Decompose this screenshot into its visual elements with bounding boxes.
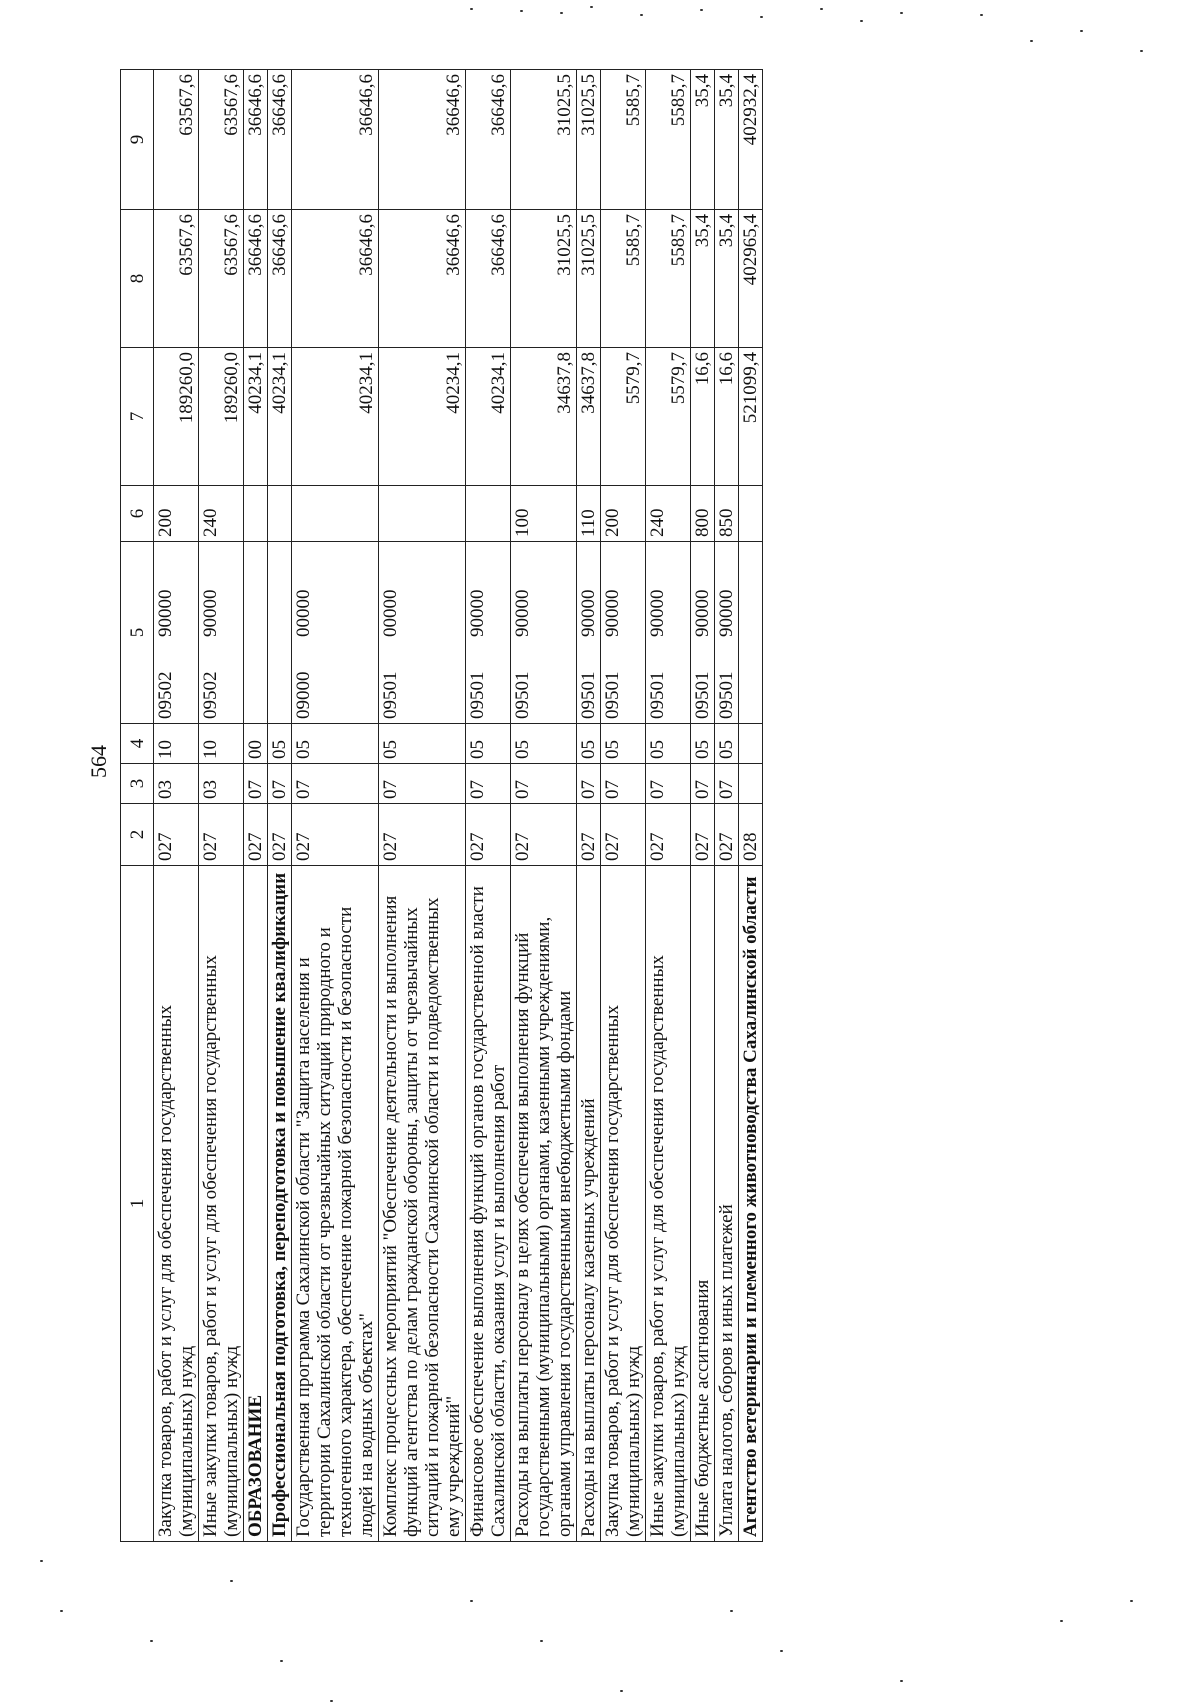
table-row	[199, 70, 244, 1542]
column-header: 8	[121, 210, 154, 348]
amount-col8-cell: 36646,6	[292, 210, 379, 348]
target-article-part2: 90000	[578, 589, 599, 637]
amount-col7-cell: 16,6	[691, 348, 715, 486]
amount-col8-cell: 36646,6	[268, 210, 292, 348]
amount-col8-cell: 36646,6	[466, 210, 511, 348]
target-article-part2: 90000	[467, 589, 488, 637]
expense-type-cell	[292, 486, 379, 542]
admin-code-cell: 027	[379, 804, 466, 866]
amount-col8-cell: 31025,5	[511, 210, 577, 348]
admin-code-cell: 027	[154, 804, 199, 866]
subsection-code-cell: 05	[577, 724, 601, 764]
target-article-part1: 09502	[155, 671, 176, 719]
subsection-code-cell: 05	[268, 724, 292, 764]
column-header: 3	[121, 764, 154, 804]
target-article-cell	[646, 542, 691, 724]
section-code-cell: 07	[511, 764, 577, 804]
target-article-part1: 09501	[380, 671, 401, 719]
subsection-code-cell: 00	[244, 724, 268, 764]
scan-speck	[980, 14, 983, 16]
column-header: 9	[121, 70, 154, 210]
target-article-cell	[199, 542, 244, 724]
target-article-cell	[379, 542, 466, 724]
table-body	[154, 70, 763, 1542]
amount-col7-cell: 34637,8	[511, 348, 577, 486]
section-code-cell	[739, 764, 763, 804]
page-number: 564	[86, 745, 111, 778]
target-article-part2: 90000	[200, 589, 221, 637]
scan-speck	[230, 1580, 233, 1582]
amount-col7-cell: 189260,0	[199, 348, 244, 486]
scan-speck	[620, 1690, 623, 1692]
target-article-cell	[601, 542, 646, 724]
table-row	[715, 70, 739, 1542]
row-name-cell: Закупка товаров, работ и услуг для обеспечения государственных (муниципальных) нужд	[154, 866, 199, 1542]
subsection-code-cell: 10	[199, 724, 244, 764]
scan-speck	[40, 1560, 43, 1562]
scan-speck	[520, 10, 523, 12]
scan-speck	[540, 1640, 543, 1642]
scan-speck	[1080, 30, 1083, 32]
table-row	[511, 70, 577, 1542]
target-article-cell	[715, 542, 739, 724]
row-name-cell: Закупка товаров, работ и услуг для обеспечения государственных (муниципальных) нужд	[601, 866, 646, 1542]
scan-speck	[330, 1700, 333, 1702]
subsection-code-cell: 05	[646, 724, 691, 764]
admin-code-cell: 027	[268, 804, 292, 866]
amount-col8-cell: 402965,4	[739, 210, 763, 348]
amount-col8-cell: 35,4	[691, 210, 715, 348]
table-row	[244, 70, 268, 1542]
table-row	[691, 70, 715, 1542]
scan-speck	[730, 1610, 733, 1612]
scan-speck	[700, 9, 703, 11]
column-header: 5	[121, 542, 154, 724]
subsection-code-cell: 05	[511, 724, 577, 764]
target-article-part2: 90000	[155, 589, 176, 637]
table-row	[379, 70, 466, 1542]
target-article-part2: 00000	[293, 589, 314, 637]
target-article-cell	[577, 542, 601, 724]
admin-code-cell: 027	[646, 804, 691, 866]
table-row	[154, 70, 199, 1542]
table-row	[268, 70, 292, 1542]
admin-code-cell: 027	[715, 804, 739, 866]
table-row	[577, 70, 601, 1542]
amount-col7-cell: 40234,1	[379, 348, 466, 486]
section-code-cell: 07	[292, 764, 379, 804]
row-name-cell: Финансовое обеспечение выполнения функций органов государственной власти Сахалинской области, оказания услуг и выполнения работ	[466, 866, 511, 1542]
admin-code-cell: 027	[199, 804, 244, 866]
row-name-cell: Иные закупки товаров, работ и услуг для обеспечения государственных (муниципальных) нужд	[199, 866, 244, 1542]
table-header-row	[121, 70, 154, 1542]
section-code-cell: 07	[577, 764, 601, 804]
expense-type-cell: 110	[577, 486, 601, 542]
section-code-cell: 07	[268, 764, 292, 804]
amount-col7-cell: 5579,7	[646, 348, 691, 486]
section-code-cell: 07	[244, 764, 268, 804]
expense-type-cell: 240	[646, 486, 691, 542]
section-code-cell: 07	[715, 764, 739, 804]
table-row	[739, 70, 763, 1542]
target-article-cell	[292, 542, 379, 724]
amount-col9-cell: 63567,6	[199, 70, 244, 210]
subsection-code-cell	[739, 724, 763, 764]
target-article-part1: 09501	[512, 671, 533, 719]
scan-speck	[470, 8, 473, 10]
scan-speck	[60, 1610, 63, 1612]
amount-col8-cell: 31025,5	[577, 210, 601, 348]
target-article-cell	[466, 542, 511, 724]
table-row	[292, 70, 379, 1542]
target-article-part2: 90000	[512, 589, 533, 637]
scan-speck	[820, 8, 823, 10]
scan-speck	[560, 12, 563, 14]
amount-col8-cell: 36646,6	[244, 210, 268, 348]
row-name-cell: Расходы на выплаты персоналу казенных учреждений	[577, 866, 601, 1542]
section-code-cell: 03	[199, 764, 244, 804]
subsection-code-cell: 05	[379, 724, 466, 764]
target-article-part1: 09000	[293, 671, 314, 719]
scan-speck	[470, 1600, 473, 1602]
scan-speck	[860, 20, 863, 22]
amount-col9-cell: 35,4	[691, 70, 715, 210]
subsection-code-cell: 05	[715, 724, 739, 764]
scan-speck	[640, 14, 643, 16]
admin-code-cell: 027	[244, 804, 268, 866]
target-article-cell	[739, 542, 763, 724]
expense-type-cell: 200	[154, 486, 199, 542]
row-name-cell: ОБРАЗОВАНИЕ	[244, 866, 268, 1542]
subsection-code-cell: 05	[601, 724, 646, 764]
expense-type-cell: 200	[601, 486, 646, 542]
scan-speck	[760, 16, 763, 18]
scan-speck	[1060, 1620, 1063, 1622]
amount-col7-cell: 521099,4	[739, 348, 763, 486]
section-code-cell: 03	[154, 764, 199, 804]
target-article-part1: 09501	[692, 671, 713, 719]
rotated-document-page	[120, 70, 1072, 1542]
amount-col7-cell: 40234,1	[292, 348, 379, 486]
row-name-cell: Иные бюджетные ассигнования	[691, 866, 715, 1542]
target-article-part1: 09501	[602, 671, 623, 719]
amount-col9-cell: 35,4	[715, 70, 739, 210]
amount-col9-cell: 5585,7	[646, 70, 691, 210]
admin-code-cell: 027	[691, 804, 715, 866]
amount-col7-cell: 34637,8	[577, 348, 601, 486]
expense-type-cell: 100	[511, 486, 577, 542]
target-article-cell	[691, 542, 715, 724]
amount-col9-cell: 402932,4	[739, 70, 763, 210]
target-article-cell	[154, 542, 199, 724]
column-header: 6	[121, 486, 154, 542]
amount-col8-cell: 63567,6	[154, 210, 199, 348]
section-code-cell: 07	[466, 764, 511, 804]
amount-col7-cell: 40234,1	[268, 348, 292, 486]
admin-code-cell: 027	[511, 804, 577, 866]
target-article-part2: 90000	[602, 589, 623, 637]
amount-col9-cell: 36646,6	[244, 70, 268, 210]
scan-speck	[1030, 40, 1033, 42]
budget-table	[120, 69, 763, 1542]
amount-col9-cell: 31025,5	[511, 70, 577, 210]
target-article-cell	[511, 542, 577, 724]
column-header: 4	[121, 724, 154, 764]
row-name-cell: Уплата налогов, сборов и иных платежей	[715, 866, 739, 1542]
scan-speck	[280, 1660, 283, 1662]
admin-code-cell: 027	[601, 804, 646, 866]
section-code-cell: 07	[646, 764, 691, 804]
expense-type-cell	[379, 486, 466, 542]
column-header: 2	[121, 804, 154, 866]
admin-code-cell: 027	[466, 804, 511, 866]
expense-type-cell	[268, 486, 292, 542]
row-name-cell: Комплекс процессных мероприятий "Обеспечение деятельности и выполнения функций агентства по делам гражданской обороны, защиты от чрезвычайных ситуаций и пожарной безопасности Сахалинской области и подведомственных ему учреждений"	[379, 866, 466, 1542]
amount-col8-cell: 35,4	[715, 210, 739, 348]
target-article-part1: 09501	[467, 671, 488, 719]
subsection-code-cell: 05	[466, 724, 511, 764]
expense-type-cell: 240	[199, 486, 244, 542]
expense-type-cell: 850	[715, 486, 739, 542]
amount-col9-cell: 36646,6	[466, 70, 511, 210]
amount-col7-cell: 40234,1	[466, 348, 511, 486]
amount-col9-cell: 36646,6	[268, 70, 292, 210]
section-code-cell: 07	[691, 764, 715, 804]
row-name-cell: Расходы на выплаты персоналу в целях обеспечения выполнения функций государственными (муниципальными) органами, казенными учреждениями, органами управления государственными внебюджетными фондами	[511, 866, 577, 1542]
expense-type-cell	[244, 486, 268, 542]
row-name-cell: Профессиональная подготовка, переподготовка и повышение квалификации	[268, 866, 292, 1542]
expense-type-cell	[739, 486, 763, 542]
row-name-cell: Агентство ветеринарии и племенного животноводства Сахалинской области	[739, 866, 763, 1542]
table-row	[601, 70, 646, 1542]
table-row	[646, 70, 691, 1542]
amount-col7-cell: 16,6	[715, 348, 739, 486]
amount-col9-cell: 31025,5	[577, 70, 601, 210]
amount-col9-cell: 36646,6	[292, 70, 379, 210]
amount-col9-cell: 36646,6	[379, 70, 466, 210]
amount-col7-cell: 40234,1	[244, 348, 268, 486]
scan-speck	[1140, 50, 1143, 52]
amount-col8-cell: 5585,7	[601, 210, 646, 348]
amount-col8-cell: 63567,6	[199, 210, 244, 348]
target-article-part2: 00000	[380, 589, 401, 637]
admin-code-cell: 027	[292, 804, 379, 866]
admin-code-cell: 028	[739, 804, 763, 866]
table-row	[466, 70, 511, 1542]
target-article-cell	[268, 542, 292, 724]
amount-col9-cell: 63567,6	[154, 70, 199, 210]
expense-type-cell	[466, 486, 511, 542]
subsection-code-cell: 10	[154, 724, 199, 764]
column-header: 7	[121, 348, 154, 486]
target-article-part2: 90000	[692, 589, 713, 637]
target-article-part2: 90000	[647, 589, 668, 637]
row-name-cell: Иные закупки товаров, работ и услуг для обеспечения государственных (муниципальных) нужд	[646, 866, 691, 1542]
target-article-cell	[244, 542, 268, 724]
target-article-part1: 09501	[647, 671, 668, 719]
admin-code-cell: 027	[577, 804, 601, 866]
subsection-code-cell: 05	[292, 724, 379, 764]
target-article-part2: 90000	[716, 589, 737, 637]
amount-col8-cell: 36646,6	[379, 210, 466, 348]
subsection-code-cell: 05	[691, 724, 715, 764]
section-code-cell: 07	[379, 764, 466, 804]
expense-type-cell: 800	[691, 486, 715, 542]
target-article-part1: 09501	[578, 671, 599, 719]
scan-speck	[780, 1650, 783, 1652]
column-header: 1	[121, 866, 154, 1542]
amount-col7-cell: 189260,0	[154, 348, 199, 486]
amount-col8-cell: 5585,7	[646, 210, 691, 348]
scan-speck	[900, 1680, 903, 1682]
amount-col9-cell: 5585,7	[601, 70, 646, 210]
scan-speck	[590, 6, 593, 8]
target-article-part1: 09502	[200, 671, 221, 719]
row-name-cell: Государственная программа Сахалинской области "Защита населения и территории Сахалинской области от чрезвычайных ситуаций природного и техногенного характера, обеспечение пожарной безопасности и безопасности людей на водных объектах"	[292, 866, 379, 1542]
target-article-part1: 09501	[716, 671, 737, 719]
section-code-cell: 07	[601, 764, 646, 804]
scan-speck	[1130, 1600, 1133, 1602]
amount-col7-cell: 5579,7	[601, 348, 646, 486]
scan-speck	[150, 1640, 153, 1642]
scan-speck	[900, 12, 903, 14]
